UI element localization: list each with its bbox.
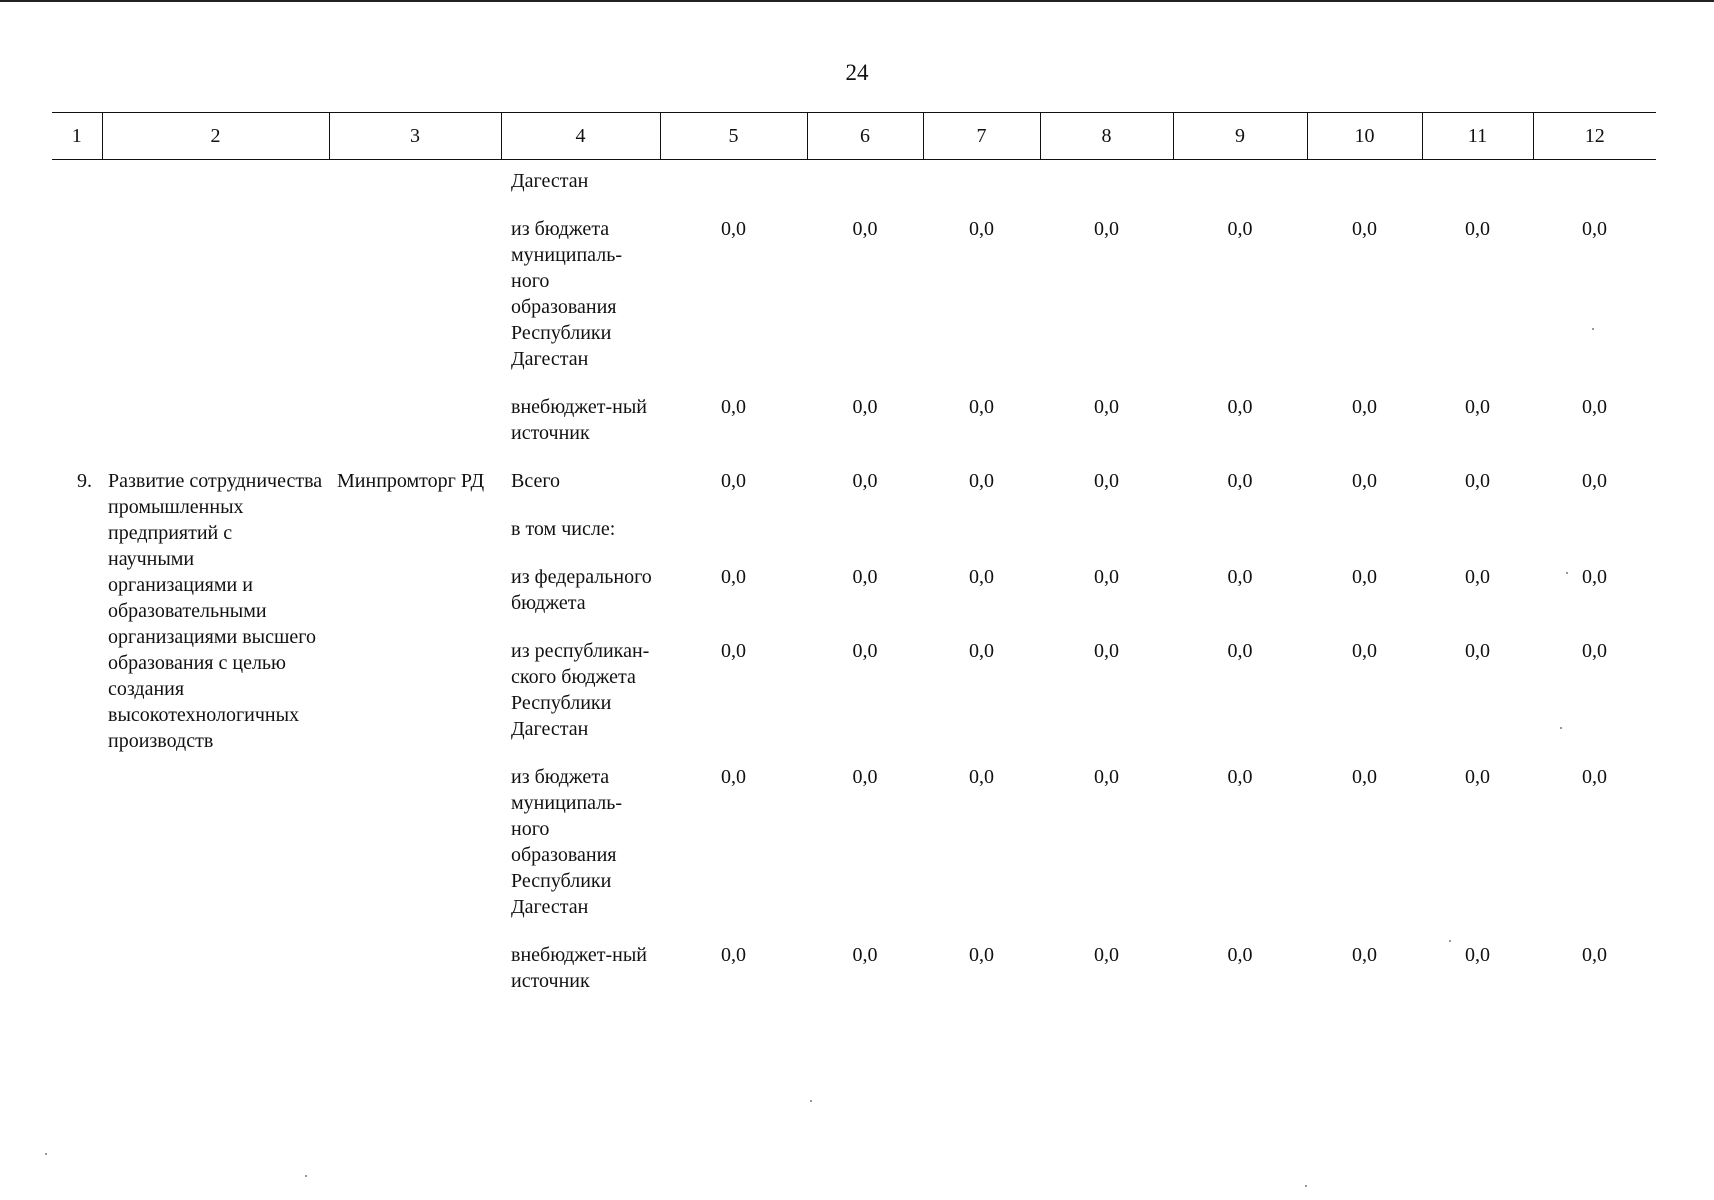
value-cell: 0,0 [1094,766,1119,788]
scan-speck [1305,1185,1307,1187]
value-cell: 0,0 [1582,566,1607,588]
value-cell: 0,0 [852,470,878,492]
item-executor: Минпромторг РД [337,470,485,492]
row-label: в том числе: [511,518,616,540]
row-label: внебюджет-ный источник [511,396,647,444]
page-number: 24 [845,60,869,85]
row-label: Дагестан [511,170,589,192]
value-cell: 0,0 [1227,396,1253,418]
column-header: 10 [1307,113,1422,160]
value-cell: 0,0 [1465,566,1490,588]
row-label: из бюджета муниципаль-ного образования Республики Дагестан [511,766,622,918]
table-row [52,160,1656,205]
value-cell: 0,0 [852,566,878,588]
value-cell: 0,0 [1465,470,1490,492]
value-cell: 0,0 [1352,566,1377,588]
value-cell: 0,0 [969,566,994,588]
value-cell: 0,0 [721,470,746,492]
column-header: 1 [52,113,102,160]
value-cell: 0,0 [1227,640,1253,662]
column-header: 3 [329,113,501,160]
value-cell: 0,0 [1352,766,1377,788]
scan-speck [45,1153,47,1155]
column-header: 6 [807,113,923,160]
value-cell: 0,0 [1465,944,1490,966]
row-label: из федерального бюджета [511,566,652,614]
value-cell: 0,0 [1352,396,1377,418]
row-label: из бюджета муниципаль-ного образования Республики Дагестан [511,218,622,370]
value-cell: 0,0 [1094,944,1119,966]
value-cell: 0,0 [1352,944,1377,966]
value-cell: 0,0 [1582,766,1607,788]
value-cell: 0,0 [1094,566,1119,588]
table-row [52,204,1656,382]
value-cell: 0,0 [1227,566,1253,588]
value-cell: 0,0 [969,396,994,418]
column-header: 5 [660,113,807,160]
value-cell: 0,0 [852,944,878,966]
value-cell: 0,0 [721,396,746,418]
value-cell: 0,0 [1465,766,1490,788]
value-cell: 0,0 [721,566,746,588]
value-cell: 0,0 [1352,640,1377,662]
table-row [52,456,1656,504]
column-header: 7 [923,113,1040,160]
value-cell: 0,0 [969,944,994,966]
column-header: 11 [1422,113,1533,160]
value-cell: 0,0 [852,396,878,418]
value-cell: 0,0 [1352,470,1377,492]
column-header: 2 [102,113,329,160]
item-title: Развитие сотрудничества промышленных предприятий с научными организациями и образовательными организациями высшего образования с целью создания высокотехнологичных производств [108,470,323,752]
value-cell: 0,0 [1227,766,1253,788]
scan-speck [1592,328,1594,330]
value-cell: 0,0 [721,640,746,662]
value-cell: 0,0 [1094,396,1119,418]
value-cell: 0,0 [1227,470,1253,492]
value-cell: 0,0 [852,766,878,788]
value-cell: 0,0 [1582,944,1607,966]
table-row [52,382,1656,456]
column-header: 8 [1040,113,1173,160]
column-header: 4 [501,113,660,160]
value-cell: 0,0 [969,470,994,492]
column-header: 12 [1533,113,1656,160]
scan-speck [1560,727,1562,729]
value-cell: 0,0 [1465,396,1490,418]
value-cell: 0,0 [1465,218,1490,240]
value-cell: 0,0 [1094,470,1119,492]
value-cell: 0,0 [1582,470,1607,492]
row-label: из республикан-ского бюджета Республики Дагестан [511,640,650,740]
scan-speck [1566,572,1568,574]
value-cell: 0,0 [1227,944,1253,966]
scan-speck [305,1175,307,1177]
value-cell: 0,0 [969,218,994,240]
scan-speck [1449,940,1451,942]
funding-table [52,112,1656,1004]
value-cell: 0,0 [1465,640,1490,662]
scan-speck [810,1100,812,1102]
value-cell: 0,0 [1352,218,1377,240]
value-cell: 0,0 [969,766,994,788]
value-cell: 0,0 [852,640,878,662]
value-cell: 0,0 [1582,218,1607,240]
value-cell: 0,0 [1582,640,1607,662]
column-number-row [52,113,1656,160]
item-number: 9. [77,470,92,492]
column-header: 9 [1173,113,1307,160]
scan-edge [0,0,1714,2]
value-cell: 0,0 [852,218,878,240]
value-cell: 0,0 [1094,218,1119,240]
value-cell: 0,0 [721,944,746,966]
value-cell: 0,0 [1094,640,1119,662]
row-label: внебюджет-ный источник [511,944,647,992]
value-cell: 0,0 [1227,218,1253,240]
value-cell: 0,0 [721,218,746,240]
value-cell: 0,0 [721,766,746,788]
value-cell: 0,0 [969,640,994,662]
value-cell: 0,0 [1582,396,1607,418]
row-label: Всего [511,470,561,492]
